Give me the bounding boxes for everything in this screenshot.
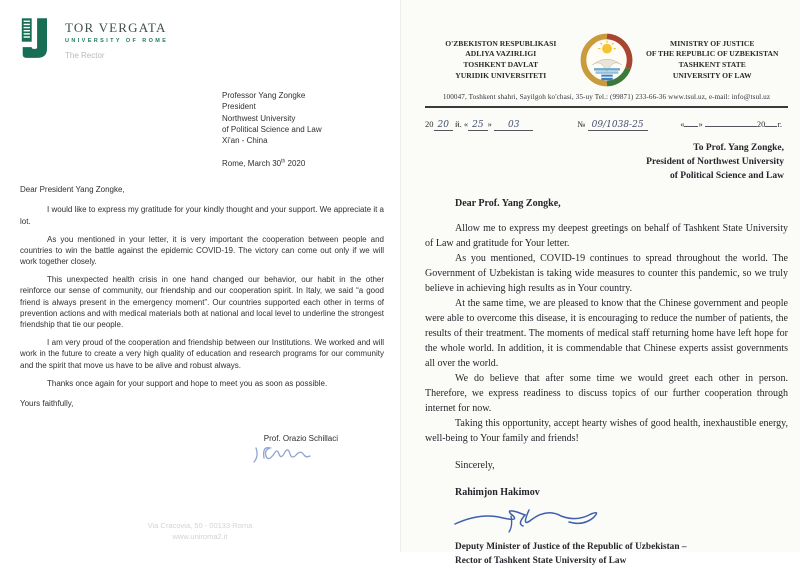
header-uzbek-text bbox=[425, 39, 577, 82]
blank-year-line bbox=[765, 118, 777, 127]
blank-quote-close: » bbox=[698, 119, 703, 129]
blank-year-prefix: 20 bbox=[756, 119, 766, 129]
recipient-line: To Prof. Yang Zongke, bbox=[693, 143, 784, 153]
blank-day-line bbox=[684, 118, 698, 127]
header-divider bbox=[425, 106, 788, 108]
printed-year-prefix: 20 bbox=[425, 119, 434, 129]
quote-close: » bbox=[487, 119, 492, 129]
date-text: Rome, March 30 bbox=[222, 158, 282, 168]
letter-body bbox=[425, 196, 788, 568]
handwritten-signature-icon bbox=[451, 502, 788, 541]
salutation: Dear President Yang Zongke, bbox=[20, 185, 125, 195]
form-blank-group bbox=[680, 118, 782, 129]
signer-title-line: Rector of Tashkent State University of Law bbox=[455, 555, 627, 566]
paragraph: Thanks once again for your support and hope to meet you as soon as possible. bbox=[47, 378, 328, 388]
footer-address: Via Cracovia, 50 - 00133 Roma bbox=[147, 520, 253, 530]
paragraph: As you mentioned in your letter, it is very important the cooperation between people and countries to win the battle against the epidemic COVID-19. The victory can come out only if we will work together closely. bbox=[20, 234, 384, 267]
handwritten-number: 09/1038-25 bbox=[588, 120, 648, 131]
header-line: O'ZBEKISTON RESPUBLIKASI bbox=[445, 38, 557, 48]
header-line: OF THE REPUBLIC OF UZBEKISTAN bbox=[646, 49, 779, 59]
recipient-line: Professor Yang Zongke bbox=[222, 91, 306, 100]
date-number-form-line bbox=[425, 118, 788, 130]
footer-website: www.uniroma2.it bbox=[172, 531, 228, 541]
tor-vergata-header bbox=[20, 16, 384, 62]
date-line bbox=[222, 158, 384, 169]
paragraph: This unexpected health crisis in one hand changed our behavior, our habit in the other reinforce our sense of community, our friendship and our cooperation spirit. In Italy, we said “a good friend is always present in the emergency moment”. Our countries supported each other in terms of prevention actions and with medical materials both at national and local level to underline the strongest friendship that tie our people. bbox=[20, 275, 384, 330]
blank-month-line bbox=[705, 118, 757, 127]
recipient-address-block bbox=[222, 90, 384, 169]
date-ordinal: th bbox=[281, 158, 286, 165]
recipient-line: of Political Science and Law bbox=[670, 170, 784, 181]
handwritten-month: 03 bbox=[494, 120, 533, 131]
university-name: TOR VERGATA bbox=[65, 20, 167, 35]
tor-vergata-logo-icon bbox=[20, 16, 56, 62]
blank-year-label: г. bbox=[777, 119, 782, 129]
handwritten-year: 20 bbox=[434, 120, 453, 131]
signer-name: Prof. Orazio Schillaci bbox=[263, 434, 338, 444]
header-line: UNIVERSITY OF LAW bbox=[672, 70, 752, 80]
header-line: TASHKENT STATE bbox=[678, 60, 746, 69]
handwritten-signature-icon bbox=[250, 442, 320, 468]
paragraph: I am very proud of the cooperation and friendship between our Institutions. We worked and will work in the future to create a very high quality of education and research programs for our community and the spirit that move us have to be alive and robust always. bbox=[20, 338, 384, 370]
recipient-line: President of Northwest University bbox=[646, 156, 784, 167]
paragraph: We do believe that after some time we would greet each other in person. Therefore, we express readiness to discuss topics of our further cooperation through internet for now. bbox=[425, 373, 788, 415]
number-label: № bbox=[577, 119, 586, 129]
blank-quote-open: « bbox=[680, 119, 685, 129]
recipient-line: of Political Science and Law bbox=[222, 125, 322, 135]
sender-role: The Rector bbox=[65, 51, 105, 60]
signature-block bbox=[20, 433, 384, 471]
tashkent-header bbox=[425, 34, 788, 86]
recipient-line: Xi'an - China bbox=[222, 136, 268, 146]
year-label: й. bbox=[455, 119, 462, 129]
form-number-group bbox=[577, 119, 647, 130]
university-subtitle: UNIVERSITY OF ROME bbox=[65, 38, 169, 44]
signer-name: Rahimjon Hakimov bbox=[455, 487, 540, 499]
recipient-line: President bbox=[222, 102, 256, 112]
contact-info-line: 100047, Toshkent shahri, Sayilgoh ko'chasi, 35-uy Tel.: (99871) 233-66-36 www.tsul.uz, e-mail: info@tsul.uz bbox=[442, 93, 771, 101]
header-line: MINISTRY OF JUSTICE bbox=[670, 38, 755, 48]
header-line: YURIDIK UNIVERSITETI bbox=[455, 70, 547, 80]
closing-phrase: Yours faithfully, bbox=[20, 398, 74, 408]
paragraph: At the same time, we are pleased to know that the Chinese government and people were able to overcome this disease, it is encouraging to reduce the number of patients, the results of their treatment. The moments of medical staff returning home have left hope for the whole world. In addition, it is commendable that Chinese experts assist governments all over the world. bbox=[425, 298, 788, 370]
paragraph: Allow me to express my deepest greetings on behalf of Tashkent State University of Law and gratitude for Your letter. bbox=[425, 223, 788, 250]
signer-title-line: Deputy Minister of Justice of the Republic of Uzbekistan – bbox=[455, 542, 687, 553]
recipient-address-block bbox=[425, 142, 788, 183]
paragraph: As you mentioned, COVID-19 continues to spread throughout the world. The Government of Uzbekistan is taking wide measures to counter this pandemic, so we truly believe in achieving high results as in Your country. bbox=[425, 253, 788, 295]
paragraph: I would like to express my gratitude for your kindly thought and your support. We appreciate it a lot. bbox=[20, 205, 384, 226]
letter-footer bbox=[0, 520, 400, 543]
header-line: TOSHKENT DAVLAT bbox=[463, 60, 539, 69]
handwritten-day: 25 bbox=[468, 120, 487, 131]
recipient-line: Northwest University bbox=[222, 113, 296, 123]
paragraph: Taking this opportunity, accept hearty wishes of good health, inexhaustible energy, well-being to Your family and friends! bbox=[425, 418, 788, 445]
salutation: Dear Prof. Yang Zongke, bbox=[455, 198, 561, 210]
letter-tor-vergata bbox=[0, 0, 400, 552]
header-line: ADLIYA VAZIRLIGI bbox=[465, 49, 537, 59]
closing-phrase: Sincerely, bbox=[455, 460, 495, 472]
letter-body bbox=[20, 184, 384, 471]
date-year: 2020 bbox=[285, 158, 306, 168]
signer-title-block bbox=[425, 541, 788, 568]
letter-tashkent bbox=[400, 0, 800, 566]
form-date-group bbox=[425, 119, 533, 130]
tor-vergata-brand-text bbox=[65, 16, 168, 60]
uzbekistan-state-emblem-icon bbox=[581, 34, 633, 86]
quote-open: « bbox=[463, 119, 469, 129]
header-english-text bbox=[637, 39, 789, 82]
